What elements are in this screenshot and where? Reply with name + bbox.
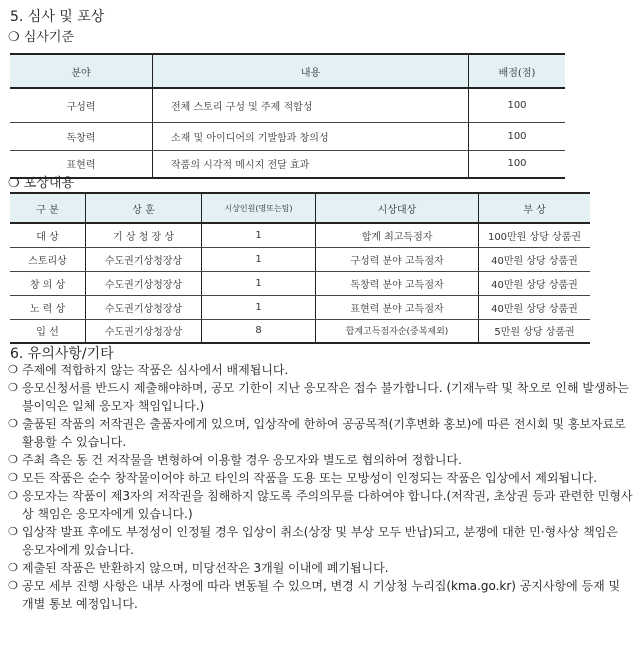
cell: 구성력 [10, 88, 153, 122]
note-text: 응모신청서를 반드시 제출해야하며, 공모 기한이 지난 응모작은 접수 불가합니다. (기재누락 및 착오로 인해 발생하는 불이익은 일체 응모자 책임입니다.) [22, 381, 629, 413]
table-row [10, 319, 590, 343]
note-text: 공모 세부 진행 사항은 내부 사정에 따라 변동될 수 있으며, 변경 시 기상청 누리집(kma.go.kr) 공지사항에 등재 및 개별 통보 예정입니다. [22, 579, 621, 611]
cell: 1 [202, 295, 316, 319]
cell: 입 선 [10, 319, 86, 343]
cell: 창 의 상 [10, 271, 86, 295]
criteria-subtitle: ❍ 심사기준 [8, 30, 75, 45]
notes-list [8, 361, 633, 613]
cell: 스토리상 [10, 247, 86, 271]
awards-table [10, 192, 590, 344]
header-cell: 구 분 [10, 193, 86, 223]
cell: 1 [202, 223, 316, 247]
cell: 독창력 분야 고득점자 [316, 271, 479, 295]
bullet-icon: ❍ [8, 381, 18, 394]
cell: 노 력 상 [10, 295, 86, 319]
note-text: 입상작 발표 후에도 부정성이 인정될 경우 입상이 취소(상장 및 부상 모두 반납)되고, 분쟁에 대한 민·형사상 책임은 응모자에게 있습니다. [22, 525, 618, 557]
header-cell: 시상인원(명또는팀) [202, 193, 316, 223]
table-row [10, 295, 590, 319]
bullet-icon: ❍ [8, 417, 18, 430]
criteria-table [10, 53, 565, 179]
list-item [8, 415, 633, 451]
header-cell: 배점(점) [469, 54, 566, 88]
cell: 1 [202, 247, 316, 271]
cell: 합계고득점자순(중복제외) [316, 319, 479, 343]
note-text: 응모자는 작품이 제3자의 저작권을 침해하지 않도록 주의의무를 다하여야 합니다.(저작권, 초상권 등과 관련한 민형사상 책임은 응모자에게 있습니다.) [22, 489, 633, 521]
cell: 수도권기상청장상 [86, 295, 202, 319]
table-row [10, 122, 565, 150]
cell: 8 [202, 319, 316, 343]
cell: 5만원 상당 상품권 [479, 319, 591, 343]
header-cell: 시상대상 [316, 193, 479, 223]
cell: 100 [469, 88, 566, 122]
cell: 독창력 [10, 122, 153, 150]
list-item [8, 523, 633, 559]
cell: 표현력 분야 고득점자 [316, 295, 479, 319]
bullet-icon: ❍ [8, 453, 18, 466]
table-row [10, 247, 590, 271]
cell: 100 [469, 122, 566, 150]
cell: 1 [202, 271, 316, 295]
header-cell: 내용 [153, 54, 469, 88]
table-row [10, 271, 590, 295]
cell: 구성력 분야 고득점자 [316, 247, 479, 271]
table-row [10, 88, 565, 122]
table-row [10, 223, 590, 247]
cell: 표현력 [10, 150, 153, 178]
header-cell: 상 훈 [86, 193, 202, 223]
awards-subtitle: ❍ 포상내용 [8, 176, 75, 191]
list-item [8, 469, 633, 487]
cell: 수도권기상청장상 [86, 319, 202, 343]
note-text: 출품된 작품의 저작권은 출품자에게 있으며, 입상작에 한하여 공공목적(기후변화 홍보)에 따른 전시회 및 홍보자료로 활용할 수 있습니다. [22, 417, 626, 449]
bullet-icon: ❍ [8, 363, 18, 376]
bullet-icon: ❍ [8, 489, 18, 502]
list-item [8, 559, 633, 577]
header-cell: 부 상 [479, 193, 591, 223]
bullet-icon: ❍ [8, 525, 18, 538]
note-text: 모든 작품은 순수 창작물이어야 하고 타인의 작품을 도용 또는 모방성이 인정되는 작품은 입상에서 제외됩니다. [22, 471, 598, 485]
cell: 40만원 상당 상품권 [479, 295, 591, 319]
section-5-title: 5. 심사 및 포상 [10, 9, 105, 25]
bullet-icon: ❍ [8, 471, 18, 484]
cell: 소재 및 아이디어의 기발함과 창의성 [153, 122, 469, 150]
header-cell: 분야 [10, 54, 153, 88]
note-text: 제출된 작품은 반환하지 않으며, 미당선작은 3개월 이내에 폐기됩니다. [22, 561, 389, 575]
cell: 합계 최고득점자 [316, 223, 479, 247]
list-item [8, 361, 633, 379]
section-6-title: 6. 유의사항/기타 [10, 346, 114, 362]
bullet-icon: ❍ [8, 579, 18, 592]
cell: 기 상 청 장 상 [86, 223, 202, 247]
list-item [8, 577, 633, 613]
cell: 대 상 [10, 223, 86, 247]
bullet-icon: ❍ [8, 561, 18, 574]
cell: 수도권기상청장상 [86, 247, 202, 271]
cell: 100 [469, 150, 566, 178]
cell: 100만원 상당 상품권 [479, 223, 591, 247]
note-text: 주최 측은 동 건 저작물을 변형하여 이용할 경우 응모자와 별도로 협의하여 정합니다. [22, 453, 462, 467]
cell: 40만원 상당 상품권 [479, 271, 591, 295]
cell: 작품의 시각적 메시지 전달 효과 [153, 150, 469, 178]
note-text: 주제에 적합하지 않는 작품은 심사에서 배제됩니다. [22, 363, 289, 377]
cell: 40만원 상당 상품권 [479, 247, 591, 271]
cell: 수도권기상청장상 [86, 271, 202, 295]
table-row [10, 150, 565, 178]
cell: 전체 스토리 구성 및 주제 적합성 [153, 88, 469, 122]
list-item [8, 487, 633, 523]
list-item [8, 379, 633, 415]
list-item [8, 451, 633, 469]
